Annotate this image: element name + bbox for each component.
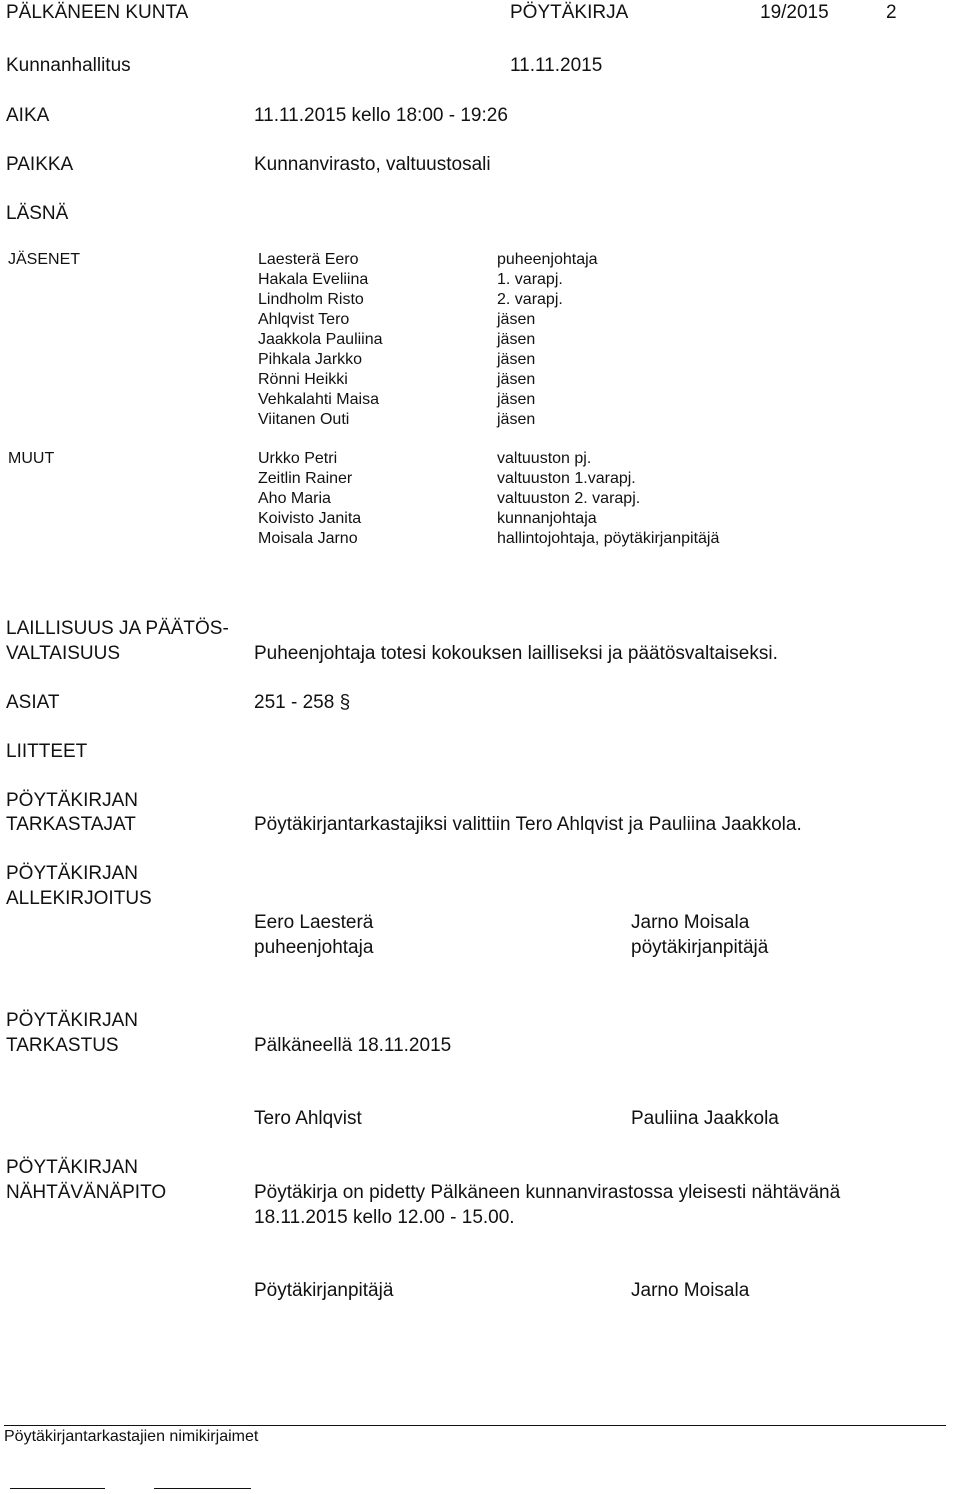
other-name: Zeitlin Rainer bbox=[258, 470, 353, 487]
aika-value: 11.11.2015 kello 18:00 - 19:26 bbox=[254, 105, 508, 126]
member-name: Pihkala Jarkko bbox=[258, 351, 363, 368]
nahtavanapito-label-line1: PÖYTÄKIRJAN bbox=[6, 1157, 138, 1178]
tarkastus-label-line1: PÖYTÄKIRJAN bbox=[6, 1010, 138, 1031]
signer-title: puheenjohtaja bbox=[254, 937, 374, 958]
nahtavanapito-name: Jarno Moisala bbox=[631, 1280, 750, 1301]
lasna-label: LÄSNÄ bbox=[6, 203, 69, 224]
footer-divider bbox=[4, 1425, 946, 1426]
member-name: Ahlqvist Tero bbox=[258, 311, 350, 328]
member-role: 2. varapj. bbox=[497, 291, 563, 308]
tarkastajat-label-line2: TARKASTAJAT bbox=[6, 814, 136, 835]
signer-title: pöytäkirjanpitäjä bbox=[631, 937, 769, 958]
footer-label: Pöytäkirjantarkastajien nimikirjaimet bbox=[4, 1428, 259, 1445]
member-name: Jaakkola Pauliina bbox=[258, 331, 383, 348]
other-role: kunnanjohtaja bbox=[497, 510, 597, 527]
signer-name: Eero Laesterä bbox=[254, 912, 374, 933]
member-role: jäsen bbox=[497, 311, 536, 328]
allekirjoitus-label-line1: PÖYTÄKIRJAN bbox=[6, 863, 138, 884]
nahtavanapito-value-line1: Pöytäkirja on pidetty Pälkäneen kunnanvirastossa yleisesti nähtävänä bbox=[254, 1182, 841, 1203]
member-role: jäsen bbox=[497, 391, 536, 408]
initials-line bbox=[154, 1488, 251, 1489]
tarkastus-value: Pälkäneellä 18.11.2015 bbox=[254, 1035, 452, 1056]
signer-name: Jarno Moisala bbox=[631, 912, 750, 933]
member-name: Viitanen Outi bbox=[258, 411, 350, 428]
member-name: Hakala Eveliina bbox=[258, 271, 369, 288]
member-role: 1. varapj. bbox=[497, 271, 563, 288]
laillisuus-label-line2: VALTAISUUS bbox=[6, 643, 121, 664]
page-number: 2 bbox=[886, 2, 897, 23]
laillisuus-value: Puheenjohtaja totesi kokouksen lailliseksi ja päätösvaltaiseksi. bbox=[254, 643, 778, 664]
member-name: Laesterä Eero bbox=[258, 251, 359, 268]
other-role: valtuuston 2. varapj. bbox=[497, 490, 641, 507]
other-name: Urkko Petri bbox=[258, 450, 338, 467]
body-name: Kunnanhallitus bbox=[6, 55, 131, 76]
muut-label: MUUT bbox=[8, 450, 55, 467]
member-role: jäsen bbox=[497, 351, 536, 368]
document-type: PÖYTÄKIRJA bbox=[510, 2, 629, 23]
tarkastaja-name: Tero Ahlqvist bbox=[254, 1108, 362, 1129]
other-name: Aho Maria bbox=[258, 490, 331, 507]
member-name: Vehkalahti Maisa bbox=[258, 391, 379, 408]
laillisuus-label-line1: LAILLISUUS JA PÄÄTÖS- bbox=[6, 618, 229, 639]
member-name: Rönni Heikki bbox=[258, 371, 348, 388]
member-name: Lindholm Risto bbox=[258, 291, 364, 308]
aika-label: AIKA bbox=[6, 105, 50, 126]
member-role: jäsen bbox=[497, 371, 536, 388]
header-date: 11.11.2015 bbox=[510, 55, 603, 76]
tarkastajat-label-line1: PÖYTÄKIRJAN bbox=[6, 790, 138, 811]
liitteet-label: LIITTEET bbox=[6, 741, 88, 762]
asiat-value: 251 - 258 § bbox=[254, 692, 351, 713]
other-role: valtuuston 1.varapj. bbox=[497, 470, 636, 487]
tarkastajat-value: Pöytäkirjantarkastajiksi valittiin Tero Ahlqvist ja Pauliina Jaakkola. bbox=[254, 814, 802, 835]
allekirjoitus-label-line2: ALLEKIRJOITUS bbox=[6, 888, 152, 909]
initials-line bbox=[10, 1488, 105, 1489]
member-role: jäsen bbox=[497, 411, 536, 428]
asiat-label: ASIAT bbox=[6, 692, 60, 713]
member-role: jäsen bbox=[497, 331, 536, 348]
other-role: valtuuston pj. bbox=[497, 450, 592, 467]
jasenet-label: JÄSENET bbox=[8, 251, 81, 268]
other-name: Koivisto Janita bbox=[258, 510, 362, 527]
nahtavanapito-value-line2: 18.11.2015 kello 12.00 - 15.00. bbox=[254, 1207, 515, 1228]
tarkastaja-name: Pauliina Jaakkola bbox=[631, 1108, 779, 1129]
municipality-name: PÄLKÄNEEN KUNTA bbox=[6, 2, 189, 23]
document-number: 19/2015 bbox=[760, 2, 829, 23]
paikka-value: Kunnanvirasto, valtuustosali bbox=[254, 154, 491, 175]
nahtavanapito-role: Pöytäkirjanpitäjä bbox=[254, 1280, 394, 1301]
nahtavanapito-label-line2: NÄHTÄVÄNÄPITO bbox=[6, 1182, 167, 1203]
member-role: puheenjohtaja bbox=[497, 251, 598, 268]
other-role: hallintojohtaja, pöytäkirjanpitäjä bbox=[497, 530, 720, 547]
paikka-label: PAIKKA bbox=[6, 154, 74, 175]
tarkastus-label-line2: TARKASTUS bbox=[6, 1035, 119, 1056]
other-name: Moisala Jarno bbox=[258, 530, 358, 547]
